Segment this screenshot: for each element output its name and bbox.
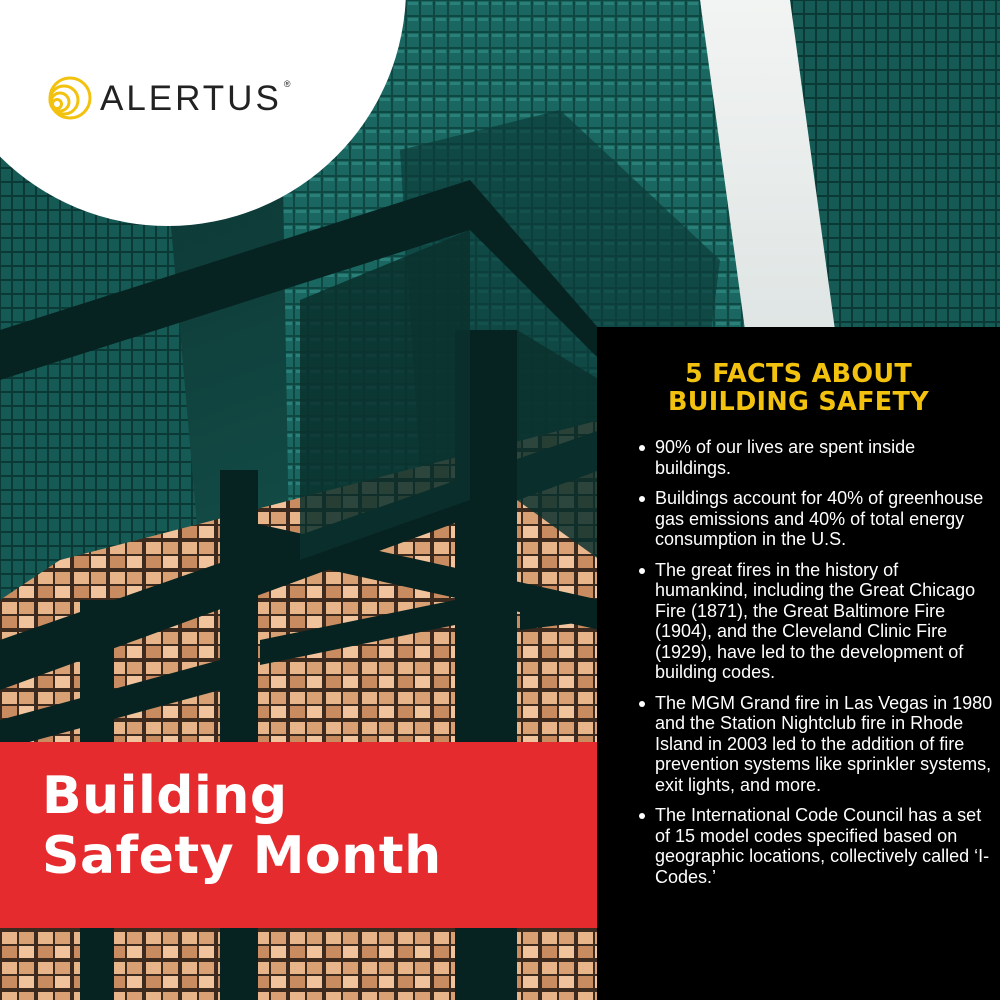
bullet-icon [639,445,645,451]
fact-text: The MGM Grand fire in Las Vegas in 1980 and the Station Nightclub fire in Rhode Island in 2003 led to the addition of fire prevention systems like sprinkler systems, exit lights, and more. [655,692,993,795]
fact-item [621,560,993,683]
bullet-icon [639,568,645,574]
banner-title-line1: Building [42,766,288,826]
fact-text: The great fires in the history of humankind, including the Great Chicago Fire (1871), the Great Baltimore Fire (1904), and the Cleveland Clinic Fire (1929), have led to the development of building codes. [655,559,976,682]
fact-item [621,488,993,550]
fact-item [621,805,993,887]
banner-title [42,766,582,886]
facts-title [597,360,1000,416]
fact-text: Buildings account for 40% of greenhouse gas emissions and 40% of total energy consumption in the U.S. [655,488,984,549]
bullet-icon [639,813,645,819]
brand-wordmark: ALERTUS [100,78,282,118]
facts-panel [597,327,1000,1000]
bullet-icon [639,701,645,707]
registered-mark: ® [283,79,291,89]
facts-title-line1: 5 FACTS ABOUT [684,359,913,389]
alertus-logo-icon [38,70,94,126]
bullet-icon [639,496,645,502]
fact-item [621,437,993,478]
facts-title-line2: BUILDING SAFETY [668,387,929,417]
fact-text: The International Code Council has a set of 15 model codes specified based on geographic locations, collectively called ‘I-Codes.’ [655,805,990,887]
banner-title-line2: Safety Month [42,826,442,886]
fact-text: 90% of our lives are spent inside buildings. [655,437,916,478]
alertus-logo [38,68,290,128]
facts-list [621,437,993,897]
fact-item [621,693,993,796]
title-banner [0,742,597,928]
